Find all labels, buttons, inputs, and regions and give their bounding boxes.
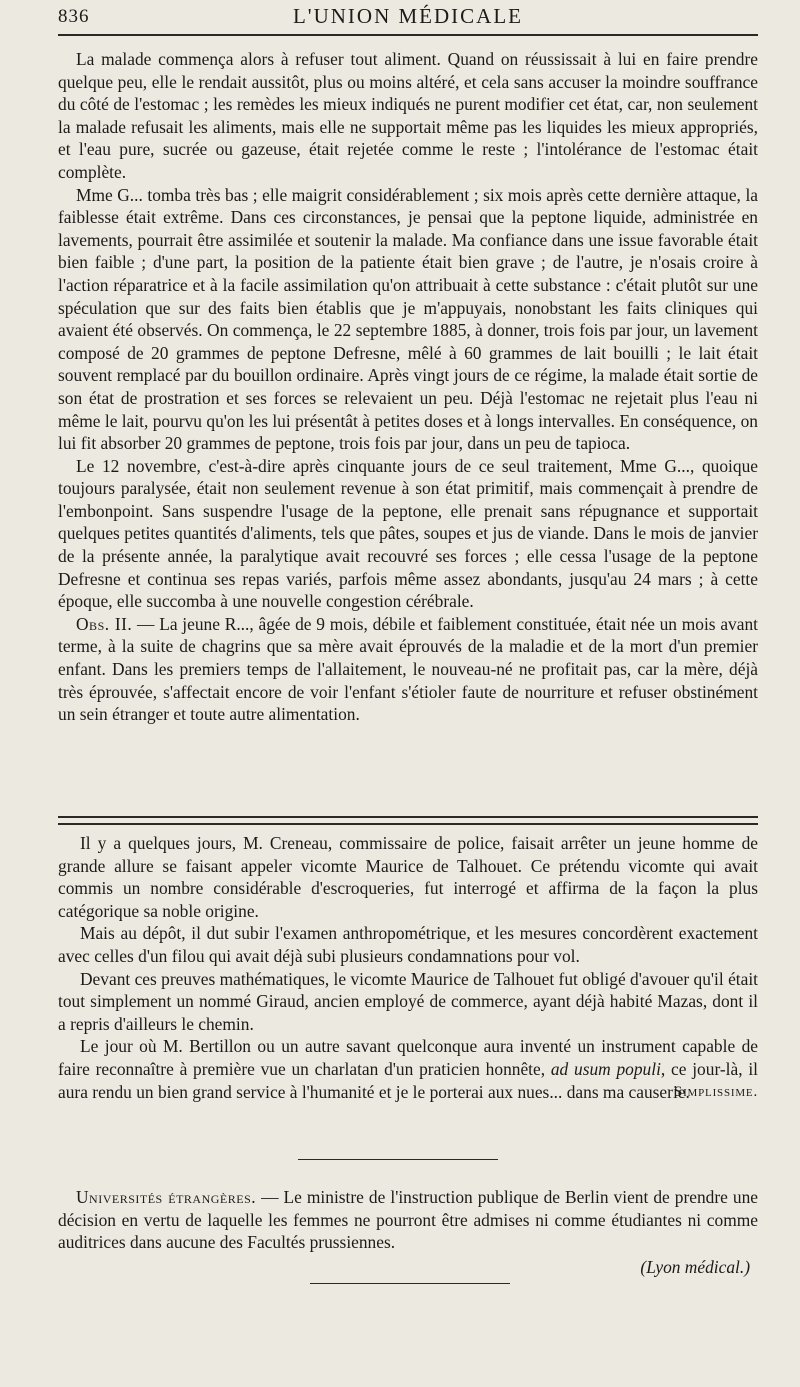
- causerie-text-part: Le jour où M. Bertillon ou un autre savant quelconque aura inventé un instrument capable de faire reconnaître à première vue un charlatan d'un praticien honnête,: [58, 1036, 758, 1079]
- section-double-rule: [58, 816, 758, 825]
- causerie-paragraph: Devant ces preuves mathématiques, le vicomte Maurice de Talhouet fut obligé d'avouer qu'il était tout simplement un nommé Giraud, ancien employé de commerce, ayant déjà habité Mazas, dont il a repris d'ailleurs le chemin.: [58, 968, 758, 1034]
- running-title: L'UNION MÉDICALE: [292, 4, 523, 28]
- news-source: (Lyon médical.): [640, 1256, 750, 1277]
- article-paragraph: Le 12 novembre, c'est-à-dire après cinquante jours de ce seul traitement, Mme G..., quoique toujours paralysée, était non seulement revenue à son état primitif, mais commençait à prendre de l'embonpoint. Sans suspendre l'usage de la peptone, elle prenait sans répugnance et supportait quelques petites quantités d'aliments, tels que pâtes, soupes et jus de viande. Dans le mois de janvier de la présente année, la paralytique avait recouvré ses forces ; elle cessa l'usage de la peptone Defresne et continua ses repas variés, parfois même assez abondants, jusqu'au 24 mars ; à cette époque, elle succomba à une nouvelle congestion cérébrale.: [58, 455, 758, 612]
- causerie-paragraph: Il y a quelques jours, M. Creneau, commissaire de police, faisait arrêter un jeune homme de grande allure se faisant appeler vicomte Maurice de Talhouet. Ce prétendu vicomte qui avait commis un nombre considérable d'escroqueries, fut interrogé et affirma de la façon la plus catégorique sa noble origine.: [58, 833, 758, 921]
- header-rule: [58, 34, 758, 36]
- article-paragraph: La malade commença alors à refuser tout aliment. Quand on réussissait à lui en faire prendre quelque peu, elle le rendait aussitôt, plus ou moins altéré, et cela sans accuser la moindre souffrance du côté de l'estomac ; les remèdes les mieux indiqués ne purent modifier cet état, car, non seulement la malade refusait les aliments, mais elle ne supportait même pas les liquides les mieux appropriés, et l'eau pure, sucrée ou gazeuse, était rejetée comme le reste ; l'intolérance de l'estomac était complète.: [58, 49, 758, 182]
- page-number: 836: [58, 6, 90, 27]
- author-signature: Simplissime.: [673, 1084, 758, 1101]
- causerie-paragraph: Mais au dépôt, il dut subir l'examen anthropométrique, et les mesures concordèrent exactement avec celles d'un filou qui avait déjà subi plusieurs condamnations pour vol.: [58, 923, 758, 966]
- article-paragraph: Mme G... tomba très bas ; elle maigrit considérablement ; six mois après cette dernière attaque, la faiblesse était extrême. Dans ces circonstances, je pensai que la peptone liquide, administrée en lavements, pourrait être assimilée et soutenir la malade. Ma confiance dans une issue favorable était bien faible ; d'une part, la position de la patiente était bien grave ; de l'autre, je n'osais croire à l'action réparatrice et à la facile assimilation qu'on attribuait à cette substance : c'était plutôt sur une spéculation que sur des faits bien établis que je m'appuyais, nonobstant les faits cliniques qui avaient été observés. On commença, le 22 septembre 1885, à donner, trois fois par jour, un lavement composé de 20 grammes de peptone Defresne, mêlé à 60 grammes de lait bouilli ; le lait était souvent remplacé par du bouillon ordinaire. Après vingt jours de ce régime, la malade était sortie de son état de prostration et ses forces se relevaient un peu. Déjà l'estomac ne rejetait plus l'eau ni même le lait, pourvu qu'on les lui présentât à petites doses et à longs intervalles. En conséquence, on lui fit absorber 20 grammes de peptone, trois fois par jour, dans un peu de tapioca.: [58, 184, 758, 454]
- separator-rule: [298, 1159, 498, 1160]
- news-label: Universités étrangères.: [76, 1187, 257, 1207]
- observation-text: — La jeune R..., âgée de 9 mois, débile et faiblement constituée, était née un mois avant terme, à la suite de chagrins que sa mère avait éprouvés de la maladie et de la mort d'un premier enfant. Dans les premiers temps de l'allaitement, le nouveau-né ne profitait pas, car la mère, déjà très éprouvée, s'affectait encore de voir l'enfant s'étioler faute de nourriture et refuser obstinément un sein étranger et toute autre alimentation.: [58, 613, 758, 725]
- observation-label: Obs. II.: [76, 613, 133, 634]
- article-body: [58, 48, 758, 726]
- causerie-last-paragraph: [58, 1035, 758, 1103]
- latin-phrase: ad usum populi: [550, 1058, 661, 1079]
- causerie-section: [58, 832, 758, 1104]
- news-text: — Le ministre de l'instruction publique de Berlin vient de prendre une décision en vertu de laquelle les femmes ne pourront être admises ni comme étudiantes ni comme auditrices dans aucune des Facultés prussiennes.: [58, 1187, 759, 1253]
- page-header: [58, 2, 758, 32]
- end-rule: [310, 1283, 510, 1284]
- causerie-text-part: , ce jour-là, il aura rendu un bien grand service à l'humanité et je le porterai aux nues... dans ma causerie.: [58, 1058, 759, 1102]
- news-paragraph: [58, 1186, 758, 1254]
- news-section: [58, 1186, 758, 1278]
- observation-paragraph: [58, 613, 758, 726]
